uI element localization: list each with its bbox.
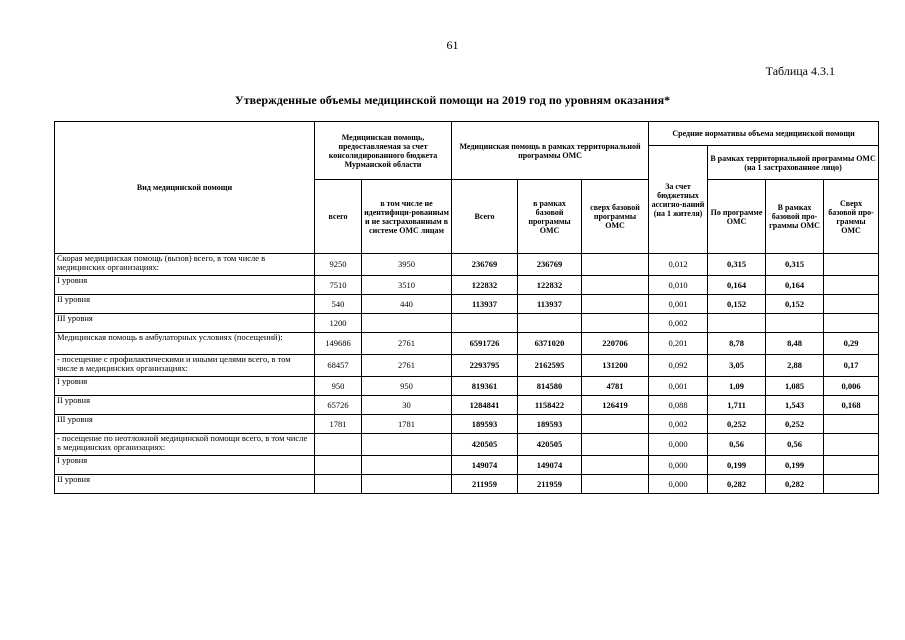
- header-territorial-above: сверх базовой программы ОМС: [582, 180, 649, 254]
- cell-consolidated-total: 149686: [315, 333, 362, 355]
- cell-consolidated-unidentified: 2761: [362, 355, 452, 377]
- cell-consolidated-unidentified: 3950: [362, 254, 452, 276]
- cell-budget-per-resident: 0,002: [649, 415, 708, 434]
- cell-consolidated-total: [315, 434, 362, 456]
- cell-consolidated-unidentified: [362, 456, 452, 475]
- cell-oms-above-basic: [824, 456, 879, 475]
- cell-budget-per-resident: 0,000: [649, 434, 708, 456]
- cell-territorial-total: 819361: [452, 377, 518, 396]
- cell-consolidated-total: 65726: [315, 396, 362, 415]
- header-average-norms: Средние нормативы объема медицинской помощи: [649, 122, 879, 146]
- cell-budget-per-resident: 0,201: [649, 333, 708, 355]
- cell-territorial-above: [582, 276, 649, 295]
- cell-consolidated-total: 9250: [315, 254, 362, 276]
- cell-oms-within-basic: 0,282: [766, 475, 824, 494]
- cell-territorial-total: 211959: [452, 475, 518, 494]
- cell-budget-per-resident: 0,000: [649, 475, 708, 494]
- cell-territorial-basic: 189593: [518, 415, 582, 434]
- cell-territorial-basic: 2162595: [518, 355, 582, 377]
- cell-care-type: I уровня: [55, 456, 315, 475]
- cell-territorial-total: 189593: [452, 415, 518, 434]
- cell-budget-per-resident: 0,012: [649, 254, 708, 276]
- header-within-basic: В рамках базовой про-граммы ОМС: [766, 180, 824, 254]
- cell-territorial-total: 122832: [452, 276, 518, 295]
- cell-territorial-above: [582, 314, 649, 333]
- cell-oms-by-program: 3,05: [708, 355, 766, 377]
- cell-care-type: III уровня: [55, 314, 315, 333]
- cell-territorial-basic: 236769: [518, 254, 582, 276]
- cell-oms-within-basic: 1,543: [766, 396, 824, 415]
- cell-oms-by-program: 8,78: [708, 333, 766, 355]
- table-row: [55, 276, 879, 295]
- cell-consolidated-unidentified: 950: [362, 377, 452, 396]
- cell-territorial-above: [582, 456, 649, 475]
- cell-consolidated-total: 950: [315, 377, 362, 396]
- table-row: [55, 314, 879, 333]
- cell-care-type: - посещение с профилактическими и иными целями всего, в том числе в медицинских организациях:: [55, 355, 315, 377]
- cell-territorial-basic: 149074: [518, 456, 582, 475]
- cell-care-type: I уровня: [55, 377, 315, 396]
- document-title: Утвержденные объемы медицинской помощи на 2019 год по уровням оказания*: [234, 93, 671, 107]
- cell-consolidated-total: [315, 475, 362, 494]
- cell-oms-within-basic: 8,48: [766, 333, 824, 355]
- cell-territorial-basic: 211959: [518, 475, 582, 494]
- cell-oms-above-basic: [824, 475, 879, 494]
- header-by-program: По программе ОМС: [708, 180, 766, 254]
- cell-care-type: III уровня: [55, 415, 315, 434]
- cell-consolidated-unidentified: 3510: [362, 276, 452, 295]
- cell-oms-within-basic: 1,085: [766, 377, 824, 396]
- cell-oms-by-program: 0,152: [708, 295, 766, 314]
- cell-territorial-total: 420505: [452, 434, 518, 456]
- cell-oms-above-basic: 0,168: [824, 396, 879, 415]
- header-territorial-total: Всего: [452, 180, 518, 254]
- cell-oms-within-basic: 2,88: [766, 355, 824, 377]
- header-oms-per-insured: В рамках территориальной программы ОМС (на 1 застрахованное лицо): [708, 146, 879, 180]
- table-row: [55, 377, 879, 396]
- cell-territorial-above: 131200: [582, 355, 649, 377]
- cell-oms-by-program: [708, 314, 766, 333]
- cell-oms-by-program: 0,252: [708, 415, 766, 434]
- table-reference: Таблица 4.3.1: [765, 64, 835, 78]
- table-row: [55, 475, 879, 494]
- cell-consolidated-unidentified: 440: [362, 295, 452, 314]
- cell-territorial-total: [452, 314, 518, 333]
- table-row: [55, 355, 879, 377]
- cell-consolidated-unidentified: [362, 434, 452, 456]
- cell-oms-above-basic: [824, 314, 879, 333]
- header-consolidated-total: всего: [315, 180, 362, 254]
- cell-consolidated-unidentified: [362, 475, 452, 494]
- cell-territorial-basic: 814580: [518, 377, 582, 396]
- cell-oms-within-basic: 0,252: [766, 415, 824, 434]
- cell-care-type: - посещение по неотложной медицинской помощи всего, в том числе в медицинских организациях:: [55, 434, 315, 456]
- cell-oms-within-basic: 0,164: [766, 276, 824, 295]
- table-row: [55, 396, 879, 415]
- cell-territorial-basic: 6371020: [518, 333, 582, 355]
- cell-budget-per-resident: 0,092: [649, 355, 708, 377]
- header-above-basic: Сверх базовой про-граммы ОМС: [824, 180, 879, 254]
- cell-oms-by-program: 0,164: [708, 276, 766, 295]
- cell-territorial-basic: 122832: [518, 276, 582, 295]
- cell-care-type: II уровня: [55, 396, 315, 415]
- cell-budget-per-resident: 0,010: [649, 276, 708, 295]
- table-row: [55, 295, 879, 314]
- cell-territorial-total: 149074: [452, 456, 518, 475]
- cell-territorial-total: 6591726: [452, 333, 518, 355]
- header-consolidated-budget: Медицинская помощь, предоставляемая за счет консолидированного бюджета Мурманской области: [315, 122, 452, 180]
- cell-care-type: Скорая медицинская помощь (вызов) всего, в том числе в медицинских организациях:: [55, 254, 315, 276]
- cell-consolidated-unidentified: 1781: [362, 415, 452, 434]
- cell-territorial-above: [582, 475, 649, 494]
- cell-oms-above-basic: 0,17: [824, 355, 879, 377]
- header-consolidated-unidentified: в том числе не идентифици-рованным и не застрахованным в системе ОМС лицам: [362, 180, 452, 254]
- cell-oms-above-basic: [824, 295, 879, 314]
- cell-consolidated-unidentified: 2761: [362, 333, 452, 355]
- cell-consolidated-total: 68457: [315, 355, 362, 377]
- cell-care-type: II уровня: [55, 475, 315, 494]
- cell-oms-above-basic: [824, 434, 879, 456]
- cell-consolidated-total: 1781: [315, 415, 362, 434]
- cell-territorial-above: [582, 295, 649, 314]
- page-number: 61: [446, 38, 459, 52]
- cell-care-type: I уровня: [55, 276, 315, 295]
- cell-oms-by-program: 0,199: [708, 456, 766, 475]
- medical-care-volume-table: [54, 121, 879, 494]
- cell-budget-per-resident: 0,002: [649, 314, 708, 333]
- table-row: [55, 456, 879, 475]
- cell-territorial-above: 126419: [582, 396, 649, 415]
- header-care-type: Вид медицинской помощи: [55, 122, 315, 254]
- cell-oms-within-basic: 0,315: [766, 254, 824, 276]
- cell-oms-within-basic: 0,199: [766, 456, 824, 475]
- cell-oms-above-basic: [824, 415, 879, 434]
- cell-care-type: Медицинская помощь в амбулаторных условиях (посещений):: [55, 333, 315, 355]
- cell-oms-above-basic: 0,006: [824, 377, 879, 396]
- cell-oms-within-basic: [766, 314, 824, 333]
- table-body: [55, 254, 879, 494]
- cell-oms-by-program: 1,711: [708, 396, 766, 415]
- cell-oms-within-basic: 0,152: [766, 295, 824, 314]
- cell-territorial-above: [582, 434, 649, 456]
- table-row: [55, 434, 879, 456]
- cell-oms-by-program: 0,282: [708, 475, 766, 494]
- cell-consolidated-total: [315, 456, 362, 475]
- cell-oms-above-basic: 0,29: [824, 333, 879, 355]
- cell-territorial-above: 220706: [582, 333, 649, 355]
- cell-territorial-basic: 1158422: [518, 396, 582, 415]
- cell-budget-per-resident: 0,001: [649, 295, 708, 314]
- cell-territorial-basic: 113937: [518, 295, 582, 314]
- cell-consolidated-total: 1200: [315, 314, 362, 333]
- cell-oms-above-basic: [824, 254, 879, 276]
- table-row: [55, 254, 879, 276]
- cell-oms-by-program: 0,56: [708, 434, 766, 456]
- cell-consolidated-unidentified: 30: [362, 396, 452, 415]
- cell-consolidated-total: 7510: [315, 276, 362, 295]
- cell-budget-per-resident: 0,088: [649, 396, 708, 415]
- cell-territorial-total: 2293795: [452, 355, 518, 377]
- table-row: [55, 333, 879, 355]
- cell-budget-per-resident: 0,001: [649, 377, 708, 396]
- cell-territorial-above: [582, 415, 649, 434]
- header-territorial-basic: в рамках базовой программы ОМС: [518, 180, 582, 254]
- cell-territorial-basic: 420505: [518, 434, 582, 456]
- table-header: [55, 122, 879, 254]
- cell-oms-by-program: 0,315: [708, 254, 766, 276]
- cell-care-type: II уровня: [55, 295, 315, 314]
- cell-oms-within-basic: 0,56: [766, 434, 824, 456]
- cell-territorial-total: 236769: [452, 254, 518, 276]
- cell-consolidated-unidentified: [362, 314, 452, 333]
- cell-territorial-above: [582, 254, 649, 276]
- table-row: [55, 415, 879, 434]
- cell-oms-above-basic: [824, 276, 879, 295]
- cell-consolidated-total: 540: [315, 295, 362, 314]
- cell-budget-per-resident: 0,000: [649, 456, 708, 475]
- cell-oms-by-program: 1,09: [708, 377, 766, 396]
- cell-territorial-total: 1284841: [452, 396, 518, 415]
- cell-territorial-above: 4781: [582, 377, 649, 396]
- header-budget-per-resident: За счет бюджетных ассигно-ваний (на 1 жителя): [649, 146, 708, 254]
- cell-territorial-total: 113937: [452, 295, 518, 314]
- header-territorial-program: Медицинская помощь в рамках территориальной программы ОМС: [452, 122, 649, 180]
- cell-territorial-basic: [518, 314, 582, 333]
